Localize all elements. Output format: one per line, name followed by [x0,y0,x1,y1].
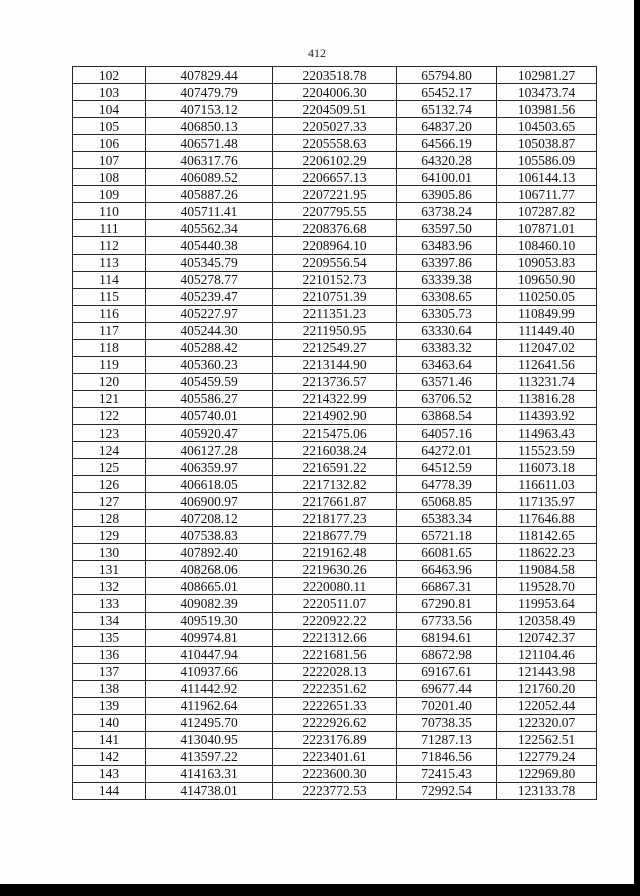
row-index-cell: 113 [73,254,146,271]
value-cell: 110849.99 [497,305,597,322]
row-index-cell: 117 [73,322,146,339]
value-cell: 2203518.78 [273,67,397,84]
value-cell: 63571.46 [397,373,497,390]
table-row [73,135,597,152]
row-index-cell: 126 [73,476,146,493]
value-cell: 406618.05 [146,476,273,493]
row-index-cell: 115 [73,288,146,305]
row-index-cell: 133 [73,595,146,612]
row-index-cell: 140 [73,714,146,731]
value-cell: 2222351.62 [273,680,397,697]
coordinate-table-body [73,67,597,800]
value-cell: 406089.52 [146,169,273,186]
value-cell: 114963.43 [497,424,597,441]
value-cell: 2206102.29 [273,152,397,169]
row-index-cell: 136 [73,646,146,663]
row-index-cell: 120 [73,373,146,390]
value-cell: 112047.02 [497,339,597,356]
value-cell: 2205558.63 [273,135,397,152]
value-cell: 405887.26 [146,186,273,203]
row-index-cell: 118 [73,339,146,356]
value-cell: 65452.17 [397,84,497,101]
table-row [73,527,597,544]
value-cell: 2210152.73 [273,271,397,288]
value-cell: 70201.40 [397,697,497,714]
value-cell: 64320.28 [397,152,497,169]
table-row [73,493,597,510]
value-cell: 2222926.62 [273,714,397,731]
table-row [73,782,597,799]
value-cell: 122052.44 [497,697,597,714]
value-cell: 118142.65 [497,527,597,544]
table-row [73,203,597,220]
value-cell: 2207795.55 [273,203,397,220]
table-row [73,220,597,237]
value-cell: 2223600.30 [273,765,397,782]
value-cell: 68194.61 [397,629,497,646]
table-row [73,356,597,373]
value-cell: 410937.66 [146,663,273,680]
table-row [73,578,597,595]
value-cell: 405711.41 [146,203,273,220]
value-cell: 104503.65 [497,118,597,135]
value-cell: 2220511.07 [273,595,397,612]
table-row [73,680,597,697]
value-cell: 113816.28 [497,390,597,407]
value-cell: 64512.59 [397,459,497,476]
value-cell: 113231.74 [497,373,597,390]
table-row [73,595,597,612]
row-index-cell: 122 [73,407,146,424]
value-cell: 413040.95 [146,731,273,748]
value-cell: 406317.76 [146,152,273,169]
value-cell: 406571.48 [146,135,273,152]
value-cell: 111449.40 [497,322,597,339]
value-cell: 406359.97 [146,459,273,476]
table-row [73,169,597,186]
value-cell: 63483.96 [397,237,497,254]
value-cell: 107287.82 [497,203,597,220]
table-row [73,459,597,476]
table-row [73,288,597,305]
value-cell: 407153.12 [146,101,273,118]
table-row [73,544,597,561]
table-row [73,67,597,84]
value-cell: 63868.54 [397,407,497,424]
value-cell: 67733.56 [397,612,497,629]
value-cell: 63597.50 [397,220,497,237]
row-index-cell: 103 [73,84,146,101]
row-index-cell: 144 [73,782,146,799]
value-cell: 115523.59 [497,442,597,459]
row-index-cell: 106 [73,135,146,152]
value-cell: 63308.65 [397,288,497,305]
value-cell: 120358.49 [497,612,597,629]
value-cell: 407479.79 [146,84,273,101]
value-cell: 102981.27 [497,67,597,84]
coordinate-table [72,66,597,800]
value-cell: 2213144.90 [273,356,397,373]
value-cell: 63463.64 [397,356,497,373]
row-index-cell: 112 [73,237,146,254]
value-cell: 411442.92 [146,680,273,697]
value-cell: 106144.13 [497,169,597,186]
row-index-cell: 137 [73,663,146,680]
value-cell: 117135.97 [497,493,597,510]
value-cell: 107871.01 [497,220,597,237]
value-cell: 408268.06 [146,561,273,578]
value-cell: 407208.12 [146,510,273,527]
value-cell: 407538.83 [146,527,273,544]
row-index-cell: 110 [73,203,146,220]
value-cell: 121760.20 [497,680,597,697]
row-index-cell: 123 [73,424,146,441]
table-row [73,186,597,203]
value-cell: 65383.34 [397,510,497,527]
value-cell: 2206657.13 [273,169,397,186]
value-cell: 120742.37 [497,629,597,646]
value-cell: 66463.96 [397,561,497,578]
row-index-cell: 127 [73,493,146,510]
row-index-cell: 141 [73,731,146,748]
value-cell: 409974.81 [146,629,273,646]
value-cell: 408665.01 [146,578,273,595]
value-cell: 63330.64 [397,322,497,339]
value-cell: 2204006.30 [273,84,397,101]
value-cell: 117646.88 [497,510,597,527]
value-cell: 414738.01 [146,782,273,799]
value-cell: 106711.77 [497,186,597,203]
row-index-cell: 124 [73,442,146,459]
table-row [73,339,597,356]
value-cell: 72992.54 [397,782,497,799]
value-cell: 109650.90 [497,271,597,288]
value-cell: 2223401.61 [273,748,397,765]
value-cell: 65794.80 [397,67,497,84]
value-cell: 405345.79 [146,254,273,271]
row-index-cell: 132 [73,578,146,595]
row-index-cell: 107 [73,152,146,169]
value-cell: 2218677.79 [273,527,397,544]
value-cell: 64566.19 [397,135,497,152]
value-cell: 63305.73 [397,305,497,322]
value-cell: 2204509.51 [273,101,397,118]
row-index-cell: 131 [73,561,146,578]
row-index-cell: 143 [73,765,146,782]
table-row [73,697,597,714]
value-cell: 118622.23 [497,544,597,561]
value-cell: 116073.18 [497,459,597,476]
value-cell: 414163.31 [146,765,273,782]
table-row [73,390,597,407]
row-index-cell: 134 [73,612,146,629]
value-cell: 2217132.82 [273,476,397,493]
row-index-cell: 129 [73,527,146,544]
value-cell: 405562.34 [146,220,273,237]
value-cell: 63339.38 [397,271,497,288]
value-cell: 65721.18 [397,527,497,544]
value-cell: 119084.58 [497,561,597,578]
value-cell: 2216038.24 [273,442,397,459]
value-cell: 2219630.26 [273,561,397,578]
value-cell: 413597.22 [146,748,273,765]
value-cell: 409519.30 [146,612,273,629]
value-cell: 70738.35 [397,714,497,731]
row-index-cell: 102 [73,67,146,84]
value-cell: 412495.70 [146,714,273,731]
table-row [73,305,597,322]
page-number: 412 [308,46,326,60]
value-cell: 2208964.10 [273,237,397,254]
row-index-cell: 135 [73,629,146,646]
value-cell: 64100.01 [397,169,497,186]
value-cell: 121443.98 [497,663,597,680]
value-cell: 2223176.89 [273,731,397,748]
value-cell: 2214322.99 [273,390,397,407]
value-cell: 2211950.95 [273,322,397,339]
value-cell: 2221312.66 [273,629,397,646]
table-row [73,322,597,339]
value-cell: 2208376.68 [273,220,397,237]
value-cell: 2214902.90 [273,407,397,424]
value-cell: 108460.10 [497,237,597,254]
value-cell: 405227.97 [146,305,273,322]
table-row [73,629,597,646]
row-index-cell: 119 [73,356,146,373]
value-cell: 64778.39 [397,476,497,493]
value-cell: 2220080.11 [273,578,397,595]
table-row [73,271,597,288]
value-cell: 2205027.33 [273,118,397,135]
value-cell: 2219162.48 [273,544,397,561]
value-cell: 69167.61 [397,663,497,680]
value-cell: 405920.47 [146,424,273,441]
value-cell: 2221681.56 [273,646,397,663]
value-cell: 2222651.33 [273,697,397,714]
row-index-cell: 108 [73,169,146,186]
value-cell: 116611.03 [497,476,597,493]
table-row [73,748,597,765]
value-cell: 103981.56 [497,101,597,118]
table-row [73,407,597,424]
value-cell: 405459.59 [146,373,273,390]
value-cell: 119528.70 [497,578,597,595]
value-cell: 63905.86 [397,186,497,203]
value-cell: 410447.94 [146,646,273,663]
row-index-cell: 142 [73,748,146,765]
table-row [73,424,597,441]
value-cell: 407829.44 [146,67,273,84]
table-row [73,84,597,101]
row-index-cell: 139 [73,697,146,714]
row-index-cell: 104 [73,101,146,118]
value-cell: 405586.27 [146,390,273,407]
value-cell: 123133.78 [497,782,597,799]
value-cell: 122562.51 [497,731,597,748]
value-cell: 2212549.27 [273,339,397,356]
value-cell: 122320.07 [497,714,597,731]
value-cell: 114393.92 [497,407,597,424]
row-index-cell: 116 [73,305,146,322]
value-cell: 103473.74 [497,84,597,101]
table-row [73,237,597,254]
value-cell: 112641.56 [497,356,597,373]
value-cell: 2209556.54 [273,254,397,271]
value-cell: 405239.47 [146,288,273,305]
table-row [73,765,597,782]
value-cell: 2211351.23 [273,305,397,322]
value-cell: 2216591.22 [273,459,397,476]
table-row [73,731,597,748]
table-row [73,612,597,629]
value-cell: 63383.32 [397,339,497,356]
row-index-cell: 128 [73,510,146,527]
value-cell: 2210751.39 [273,288,397,305]
value-cell: 405244.30 [146,322,273,339]
value-cell: 121104.46 [497,646,597,663]
value-cell: 405278.77 [146,271,273,288]
value-cell: 411962.64 [146,697,273,714]
value-cell: 69677.44 [397,680,497,697]
row-index-cell: 111 [73,220,146,237]
value-cell: 407892.40 [146,544,273,561]
table-row [73,442,597,459]
value-cell: 405440.38 [146,237,273,254]
value-cell: 63397.86 [397,254,497,271]
value-cell: 406127.28 [146,442,273,459]
value-cell: 2215475.06 [273,424,397,441]
row-index-cell: 109 [73,186,146,203]
value-cell: 406850.13 [146,118,273,135]
value-cell: 63706.52 [397,390,497,407]
value-cell: 105038.87 [497,135,597,152]
value-cell: 405740.01 [146,407,273,424]
table-row [73,714,597,731]
value-cell: 65132.74 [397,101,497,118]
table-row [73,476,597,493]
value-cell: 109053.83 [497,254,597,271]
value-cell: 71846.56 [397,748,497,765]
value-cell: 122969.80 [497,765,597,782]
value-cell: 66867.31 [397,578,497,595]
row-index-cell: 125 [73,459,146,476]
value-cell: 409082.39 [146,595,273,612]
value-cell: 119953.64 [497,595,597,612]
table-row [73,118,597,135]
table-row [73,254,597,271]
value-cell: 67290.81 [397,595,497,612]
value-cell: 2222028.13 [273,663,397,680]
value-cell: 405288.42 [146,339,273,356]
table-row [73,561,597,578]
value-cell: 63738.24 [397,203,497,220]
value-cell: 66081.65 [397,544,497,561]
value-cell: 2220922.22 [273,612,397,629]
value-cell: 105586.09 [497,152,597,169]
value-cell: 110250.05 [497,288,597,305]
table-row [73,510,597,527]
row-index-cell: 121 [73,390,146,407]
table-row [73,101,597,118]
value-cell: 65068.85 [397,493,497,510]
value-cell: 406900.97 [146,493,273,510]
value-cell: 405360.23 [146,356,273,373]
value-cell: 2207221.95 [273,186,397,203]
table-row [73,373,597,390]
row-index-cell: 105 [73,118,146,135]
table-row [73,646,597,663]
value-cell: 2218177.23 [273,510,397,527]
value-cell: 64837.20 [397,118,497,135]
value-cell: 72415.43 [397,765,497,782]
row-index-cell: 130 [73,544,146,561]
value-cell: 2213736.57 [273,373,397,390]
row-index-cell: 138 [73,680,146,697]
value-cell: 64272.01 [397,442,497,459]
value-cell: 71287.13 [397,731,497,748]
value-cell: 68672.98 [397,646,497,663]
value-cell: 2217661.87 [273,493,397,510]
value-cell: 64057.16 [397,424,497,441]
table-row [73,663,597,680]
value-cell: 2223772.53 [273,782,397,799]
value-cell: 122779.24 [497,748,597,765]
row-index-cell: 114 [73,271,146,288]
table-row [73,152,597,169]
